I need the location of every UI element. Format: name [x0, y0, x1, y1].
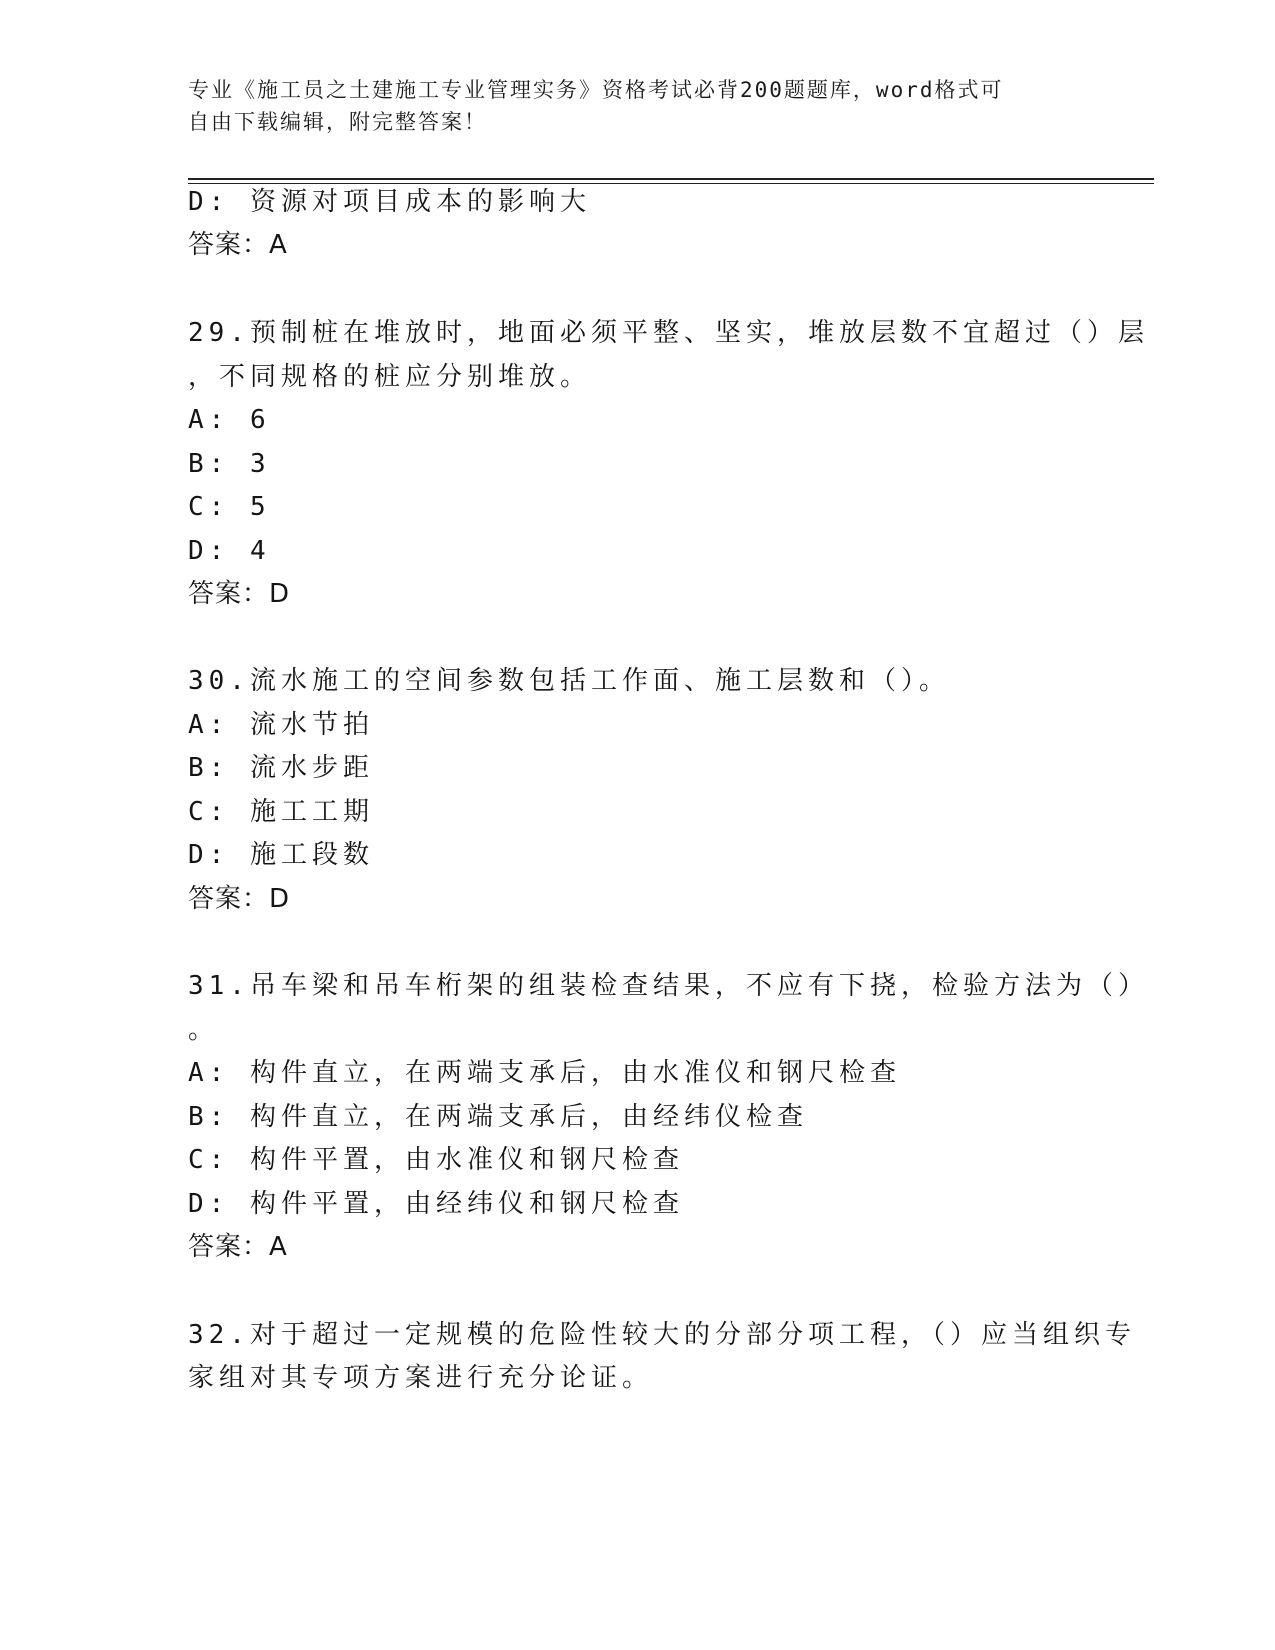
header-divider-thin	[188, 183, 1154, 184]
q29-stem-line-1: 29.预制桩在堆放时，地面必须平整、坚实，堆放层数不宜超过（）层	[188, 318, 1149, 348]
q29-stem-line-2: ，不同规格的桩应分别堆放。	[188, 362, 592, 392]
q30-answer: 答案：D	[188, 884, 291, 914]
q31-option-c: C: 构件平置，由水准仪和钢尺检查	[188, 1145, 684, 1175]
q31-option-a: A: 构件直立，在两端支承后，由水准仪和钢尺检查	[188, 1058, 901, 1088]
q31-stem-line-1: 31.吊车梁和吊车桁架的组装检查结果，不应有下挠，检验方法为（）	[188, 971, 1149, 1001]
q30-option-a: A: 流水节拍	[188, 710, 374, 740]
q30-option-c: C: 施工工期	[188, 797, 374, 827]
q29-option-c: C: 5	[188, 492, 271, 522]
q29-option-b: B: 3	[188, 449, 271, 479]
q29-option-a: A: 6	[188, 405, 271, 435]
document-header	[188, 74, 1068, 138]
prev-option-d: D: 资源对项目成本的影响大	[188, 187, 591, 217]
q29-option-d: D: 4	[188, 536, 271, 566]
q31-stem-line-2: 。	[188, 1015, 220, 1045]
header-title-line-1: 专业《施工员之土建施工专业管理实务》资格考试必背200题题库，word格式可	[188, 78, 1004, 102]
header-title-line-2: 自由下载编辑，附完整答案！	[188, 110, 487, 134]
q30-stem-line-1: 30.流水施工的空间参数包括工作面、施工层数和（）。	[188, 666, 950, 696]
q30-option-b: B: 流水步距	[188, 753, 374, 783]
q32-stem-line-2: 家组对其专项方案进行充分论证。	[188, 1363, 654, 1393]
q31-option-b: B: 构件直立，在两端支承后，由经纬仪检查	[188, 1102, 808, 1132]
q32-stem-line-1: 32.对于超过一定规模的危险性较大的分部分项工程，（）应当组织专	[188, 1320, 1136, 1350]
q31-answer: 答案：A	[188, 1232, 288, 1262]
q29-answer: 答案：D	[188, 579, 291, 609]
prev-answer: 答案：A	[188, 230, 288, 260]
header-divider-thick	[188, 178, 1154, 180]
q30-option-d: D: 施工段数	[188, 840, 374, 870]
q31-option-d: D: 构件平置，由经纬仪和钢尺检查	[188, 1189, 684, 1219]
